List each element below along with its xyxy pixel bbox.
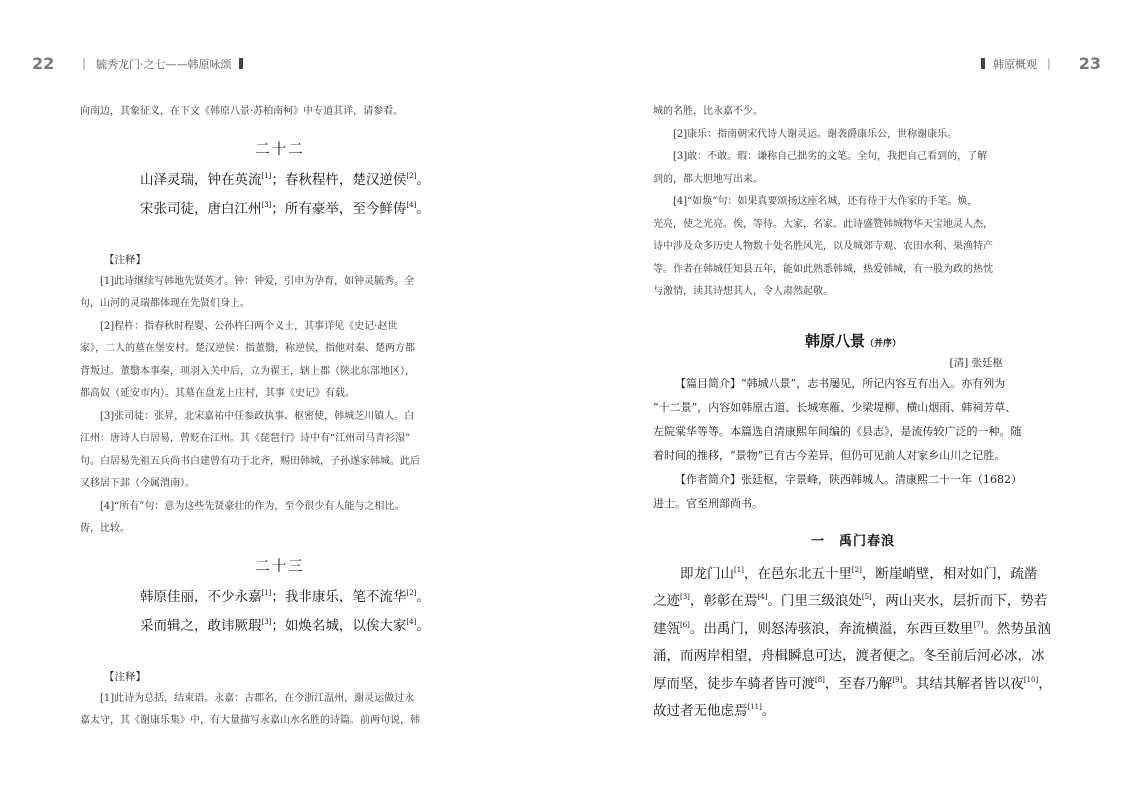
body-line: 厚而坚，徒步车骑者皆可渡[8]，至春乃解[9]。其结其解者皆以夜[10]， bbox=[653, 675, 1052, 692]
left-header-title: 毓秀龙门·之七——韩原咏颂 bbox=[95, 57, 232, 71]
poem-22-title: 二十二 bbox=[255, 141, 305, 158]
footnote-marker: [6] bbox=[680, 620, 690, 629]
right-header-title: 韩原概观 bbox=[993, 57, 1038, 71]
footnote-marker: [8] bbox=[815, 675, 825, 684]
section-title-note: （并序） bbox=[865, 338, 902, 349]
note-line: [3]敢：不敢。瑕：谦称自己拙劣的文笔。全句，我把自己看到的，了解 bbox=[673, 151, 988, 162]
note-line: 到的，都大胆地写出来。 bbox=[653, 173, 763, 185]
body-line: 涌，而两岸相望，舟楫瞬息可达，渡者便之。冬至前后河必冰，冰 bbox=[653, 648, 1045, 664]
header-block-icon bbox=[239, 58, 243, 69]
note-line: 又移居下邽（今属渭南）。 bbox=[80, 478, 195, 489]
header-divider-icon: | bbox=[82, 57, 86, 70]
header-divider-icon: | bbox=[1047, 57, 1051, 70]
note-line: 句。白居易先祖五兵尚书白建曾有功于北齐，赐田韩城，子孙遂家韩城。此后 bbox=[80, 455, 420, 467]
note-line: 城的名胜，比永嘉不少。 bbox=[653, 106, 763, 117]
note-line: [4]“如焕”句：如果真要颂扬这座名城，还有待于大作家的手笔。焕， bbox=[673, 196, 978, 207]
note-line: [2]康乐：指南朝宋代诗人谢灵运。谢袭爵康乐公，世称谢康乐。 bbox=[673, 128, 958, 140]
author-line: [清] 张廷枢 bbox=[949, 356, 1003, 369]
note-line: 江州：唐诗人白居易，曾贬在江州。其《琵琶行》诗中有“江州司马青衫湿” bbox=[80, 433, 411, 444]
footnote-marker: [10] bbox=[1023, 675, 1039, 684]
footnote-marker: [7] bbox=[973, 620, 984, 629]
note-line: [4]“所有”句：意为这些先贤豪壮的作为，至今很少有人能与之相比。 bbox=[100, 500, 405, 512]
note-line: [1]此诗为总括，结束语。永嘉：古郡名，在今浙江温州，谢灵运做过永 bbox=[100, 692, 415, 704]
intro-line: 左院棠华等等。本篇选自清康熙年间编的《县志》，是流传较广泛的一种。随 bbox=[653, 424, 1022, 438]
note-line: 俦，比较。 bbox=[80, 523, 130, 534]
note-line: 与激情，读其诗想其人，令人肃然起敬。 bbox=[653, 286, 833, 297]
notes-label-23: 【注释】 bbox=[104, 670, 146, 683]
continued-text: 向南边，其象征义，在下文《韩原八景·苏柏南柯》中专道其详，请参看。 bbox=[80, 106, 404, 117]
note-line: 光亮，使之光亮。俟，等待。大家，名家。此诗盛赞韩城物华天宝地灵人杰， bbox=[653, 218, 993, 230]
note-line: 等。作者在韩城任知县五年，能如此熟悉韩城，热爱韩城，有一股为政的热忱 bbox=[653, 263, 993, 275]
note-line: [1]此诗继续写韩地先贤英才。钟：钟爱，引申为孕育，如钟灵毓秀。全 bbox=[100, 275, 415, 287]
body-line: 之迹[3]，彰彰在焉[4]。门里三级浪处[5]，两山夹水，层折而下，势若 bbox=[653, 593, 1048, 609]
notes-22 bbox=[80, 271, 480, 541]
footnote-marker: [3] bbox=[680, 593, 690, 601]
intro-line: 着时间的推移，“景物”已有古今差异，但仍可见前人对家乡山川之记胜。 bbox=[653, 448, 1006, 462]
notes-continued bbox=[653, 101, 1053, 304]
intro-line: “十二景”，内容如韩原古道、长城寒雁、少梁堤柳、横山烟雨、韩祠芳草、 bbox=[653, 400, 1017, 414]
right-page bbox=[566, 0, 1133, 799]
body-line: 即龙门山[1]，在邑东北五十里[2]，断崖峭壁，相对如门，疏凿 bbox=[680, 565, 1038, 582]
note-line: 家》，二人的墓在堡安村。楚汉逆侯：指董翳，称逆侯，指他对秦、楚两方都 bbox=[80, 343, 415, 354]
note-line: 诗中涉及众多历史人物数十处名胜风光，以及城郊寺观、农田水利、果渔特产 bbox=[653, 241, 993, 252]
poem-22 bbox=[80, 166, 480, 224]
body-line: 故过者无他虑焉[11]。 bbox=[653, 703, 776, 719]
footnote-marker: [5] bbox=[861, 593, 872, 601]
note-line: 背叛过。董翳本事秦，项羽入关中后，立为翟王，辖上郡（陕北东部地区）， bbox=[80, 365, 415, 377]
poem-23-title: 二十三 bbox=[255, 558, 305, 575]
note-line: 都高奴（延安市内）。其墓在盘龙上庄村，其事《史记》有载。 bbox=[80, 388, 355, 399]
poem-23 bbox=[80, 583, 480, 641]
left-page bbox=[0, 0, 566, 799]
poem-22-line-1: 山泽灵瑞，钟在英流[1]；春秋程杵，楚汉逆侯[2]。 bbox=[140, 171, 430, 188]
left-running-header bbox=[32, 54, 251, 73]
footnote-marker: [1] bbox=[734, 565, 744, 574]
note-line: [3]张司徒：张昇，北宋嘉祐中任参政执事、枢密使，韩城芝川镇人。白 bbox=[100, 410, 415, 422]
poem-23-line-1: 韩原佳丽，不少永嘉[1]；我非康乐，笔不流华[2]。 bbox=[140, 588, 430, 605]
header-block-icon bbox=[981, 58, 985, 69]
intro bbox=[653, 372, 1053, 516]
poem-23-line-2: 采而辑之，敢讳厥瑕[3]；如焕名城，以俟大家[4]。 bbox=[140, 617, 430, 634]
body-line: 建瓴[6]。出禹门，则怒涛骇浪，奔流横溢，东西亘数里[7]。然势虽汹 bbox=[653, 620, 1051, 637]
notes-label-22: 【注释】 bbox=[104, 253, 146, 266]
left-body bbox=[80, 101, 480, 733]
page-number-left: 22 bbox=[32, 54, 55, 73]
page-number-right: 23 bbox=[1078, 54, 1101, 73]
section-title: 韩原八景（并序） bbox=[804, 331, 902, 350]
footnote-marker: [11] bbox=[747, 703, 762, 711]
subsection-title: 一 禹门春浪 bbox=[810, 533, 895, 549]
intro-line: 【作者简介】张廷枢，字景峰，陕西韩城人。清康熙二十一年（1682） bbox=[675, 472, 1022, 486]
intro-line: 进士。官至刑部尚书。 bbox=[653, 496, 763, 510]
note-line: 句，山河的灵瑞都体现在先贤们身上。 bbox=[80, 298, 250, 309]
note-line: 嘉太守，其《谢康乐集》中，有大量描写永嘉山水名胜的诗篇。前两句说，韩 bbox=[80, 715, 420, 726]
footnote-marker: [2] bbox=[851, 565, 862, 574]
right-running-header bbox=[973, 54, 1101, 73]
footnote-marker: [4] bbox=[757, 593, 768, 601]
body-text bbox=[653, 561, 1053, 726]
footnote-marker: [9] bbox=[892, 675, 903, 684]
right-body bbox=[653, 101, 1053, 726]
intro-line: 【篇目简介】“韩城八景”，志书屡见，所记内容互有出入。亦有列为 bbox=[675, 376, 1006, 390]
poem-22-line-2: 宋张司徒，唐白江州[3]；所有豪举，至今鲜俦[4]。 bbox=[140, 200, 430, 217]
notes-23 bbox=[80, 688, 480, 733]
note-line: [2]程杵：指春秋时程婴、公孙杵臼两个义士，其事详见《史记·赵世 bbox=[100, 320, 398, 332]
